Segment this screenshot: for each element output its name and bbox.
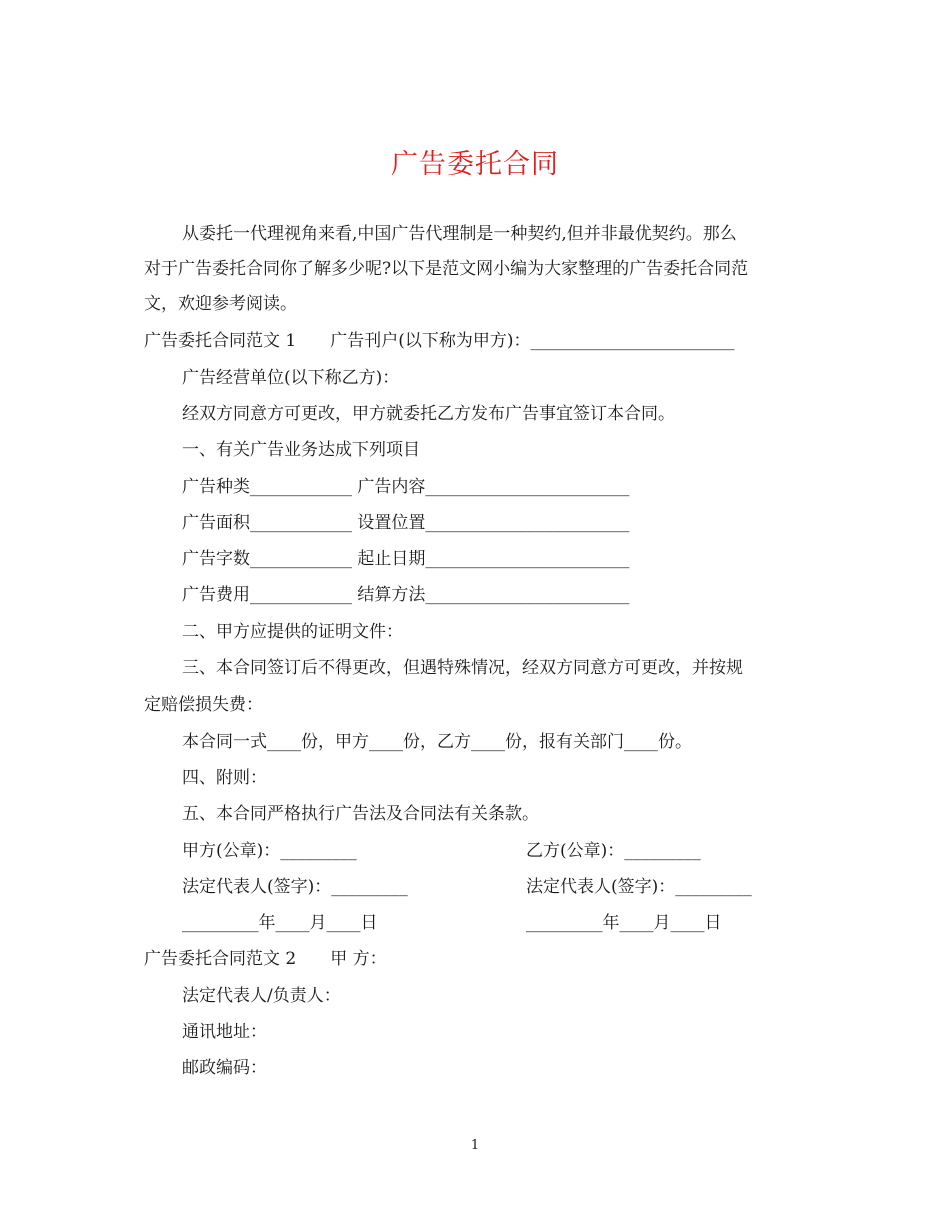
- body-line: 定赔偿损失费：: [144, 695, 263, 715]
- form-row: 广告种类____________ 广告内容________________________: [182, 477, 630, 497]
- form-row: 广告费用____________ 结算方法________________________: [182, 585, 630, 605]
- body-line: 本合同一式____份，甲方____份，乙方____份，报有关部门____份。: [182, 732, 692, 752]
- signature-right: 乙方(公章)：_________: [526, 841, 701, 861]
- body-line: 广告经营单位(以下称乙方)：: [182, 368, 400, 388]
- document-title: 广告委托合同: [391, 149, 559, 180]
- signature-left: _________年____月____日: [182, 913, 378, 933]
- signature-right: _________年____月____日: [526, 913, 722, 933]
- intro-line: 从委托一代理视角来看,中国广告代理制是一种契约,但并非最优契约。那么: [182, 224, 737, 244]
- body-line: 法定代表人/负责人：: [182, 986, 341, 1006]
- intro-line: 文，欢迎参考阅读。: [144, 294, 297, 314]
- page-number: 1: [470, 1138, 480, 1153]
- section2-heading: 广告委托合同范文 2 甲 方：: [144, 949, 387, 969]
- intro-line: 对于广告委托合同你了解多少呢?以下是范文网小编为大家整理的广告委托合同范: [144, 259, 749, 279]
- body-line: 二、甲方应提供的证明文件：: [182, 622, 403, 642]
- body-line: 四、附则：: [182, 768, 267, 788]
- body-line: 通讯地址：: [182, 1022, 267, 1042]
- body-line: 经双方同意方可更改，甲方就委托乙方发布广告事宜签订本合同。: [182, 404, 675, 424]
- body-line: 五、本合同严格执行广告法及合同法有关条款。: [182, 804, 539, 824]
- body-line: 一、有关广告业务达成下列项目: [182, 440, 420, 460]
- form-row: 广告面积____________ 设置位置________________________: [182, 513, 630, 533]
- signature-right: 法定代表人(签字)：_________: [526, 877, 752, 897]
- body-line: 三、本合同签订后不得更改，但遇特殊情况，经双方同意方可更改，并按规: [182, 658, 743, 678]
- signature-left: 法定代表人(签字)：_________: [182, 877, 408, 897]
- form-row: 广告字数____________ 起止日期________________________: [182, 549, 630, 569]
- signature-left: 甲方(公章)：_________: [182, 841, 357, 861]
- body-line: 邮政编码：: [182, 1058, 267, 1078]
- section1-heading: 广告委托合同范文 1 广告刊户(以下称为甲方)：________________________: [144, 331, 735, 351]
